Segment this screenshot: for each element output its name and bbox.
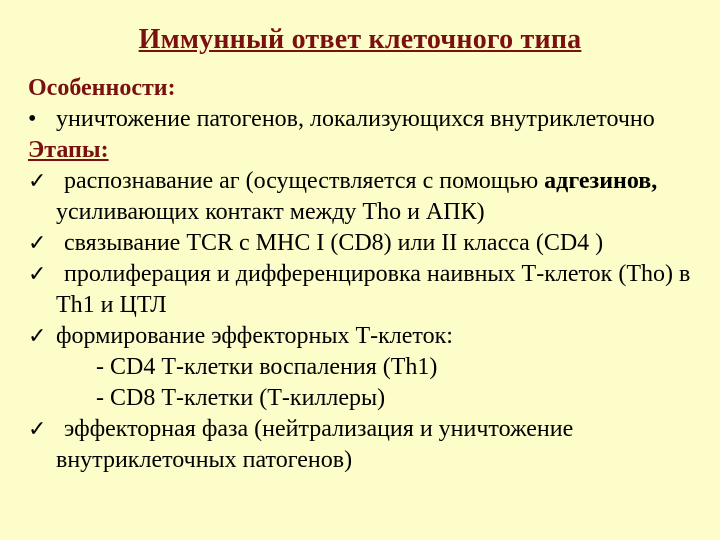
bullet-icon: • bbox=[28, 106, 37, 132]
stage-item-text: пролиферация и дифференцировка наивных Т-клеток (Tho) в Th1 и ЦТЛ bbox=[56, 261, 691, 318]
checkmark-icon: ✓ bbox=[28, 324, 47, 349]
stages-heading: Этапы: bbox=[28, 137, 109, 163]
stage-item-text-after: усиливающих контакт между Tho и АПК) bbox=[56, 199, 485, 225]
slide-content bbox=[28, 73, 708, 476]
stage-item-recognition bbox=[28, 166, 708, 228]
stage-item-text: формирование эффекторных Т-клеток: bbox=[56, 323, 453, 349]
features-item bbox=[28, 104, 708, 135]
stage-item-proliferation bbox=[28, 259, 708, 321]
checkmark-icon: ✓ bbox=[28, 169, 47, 194]
stage-item-binding bbox=[28, 228, 708, 259]
checkmark-icon: ✓ bbox=[28, 417, 47, 442]
stage-subitem-cd8: - CD8 Т-клетки (Т-киллеры) bbox=[96, 385, 386, 411]
stage-item-text: связывание TCR с MHC I (CD8) или II класса (CD4 ) bbox=[64, 230, 604, 256]
stage-item-effector-phase bbox=[28, 414, 708, 476]
features-item-text: уничтожение патогенов, локализующихся внутриклеточно bbox=[56, 106, 655, 132]
stage-subitem-cd4: - CD4 Т-клетки воспаления (Th1) bbox=[96, 354, 438, 380]
stage-item-effector-formation bbox=[28, 321, 708, 414]
stage-item-bold-text: адгезинов, bbox=[544, 168, 658, 194]
stage-item-text: эффекторная фаза (нейтрализация и уничтожение внутриклеточных патогенов) bbox=[56, 416, 574, 473]
features-heading: Особенности: bbox=[28, 75, 176, 101]
checkmark-icon: ✓ bbox=[28, 262, 47, 287]
stage-item-text-before: распознавание аг (осуществляется с помощью bbox=[64, 168, 545, 194]
checkmark-icon: ✓ bbox=[28, 231, 47, 256]
slide-title: Иммунный ответ клеточного типа bbox=[138, 24, 582, 55]
